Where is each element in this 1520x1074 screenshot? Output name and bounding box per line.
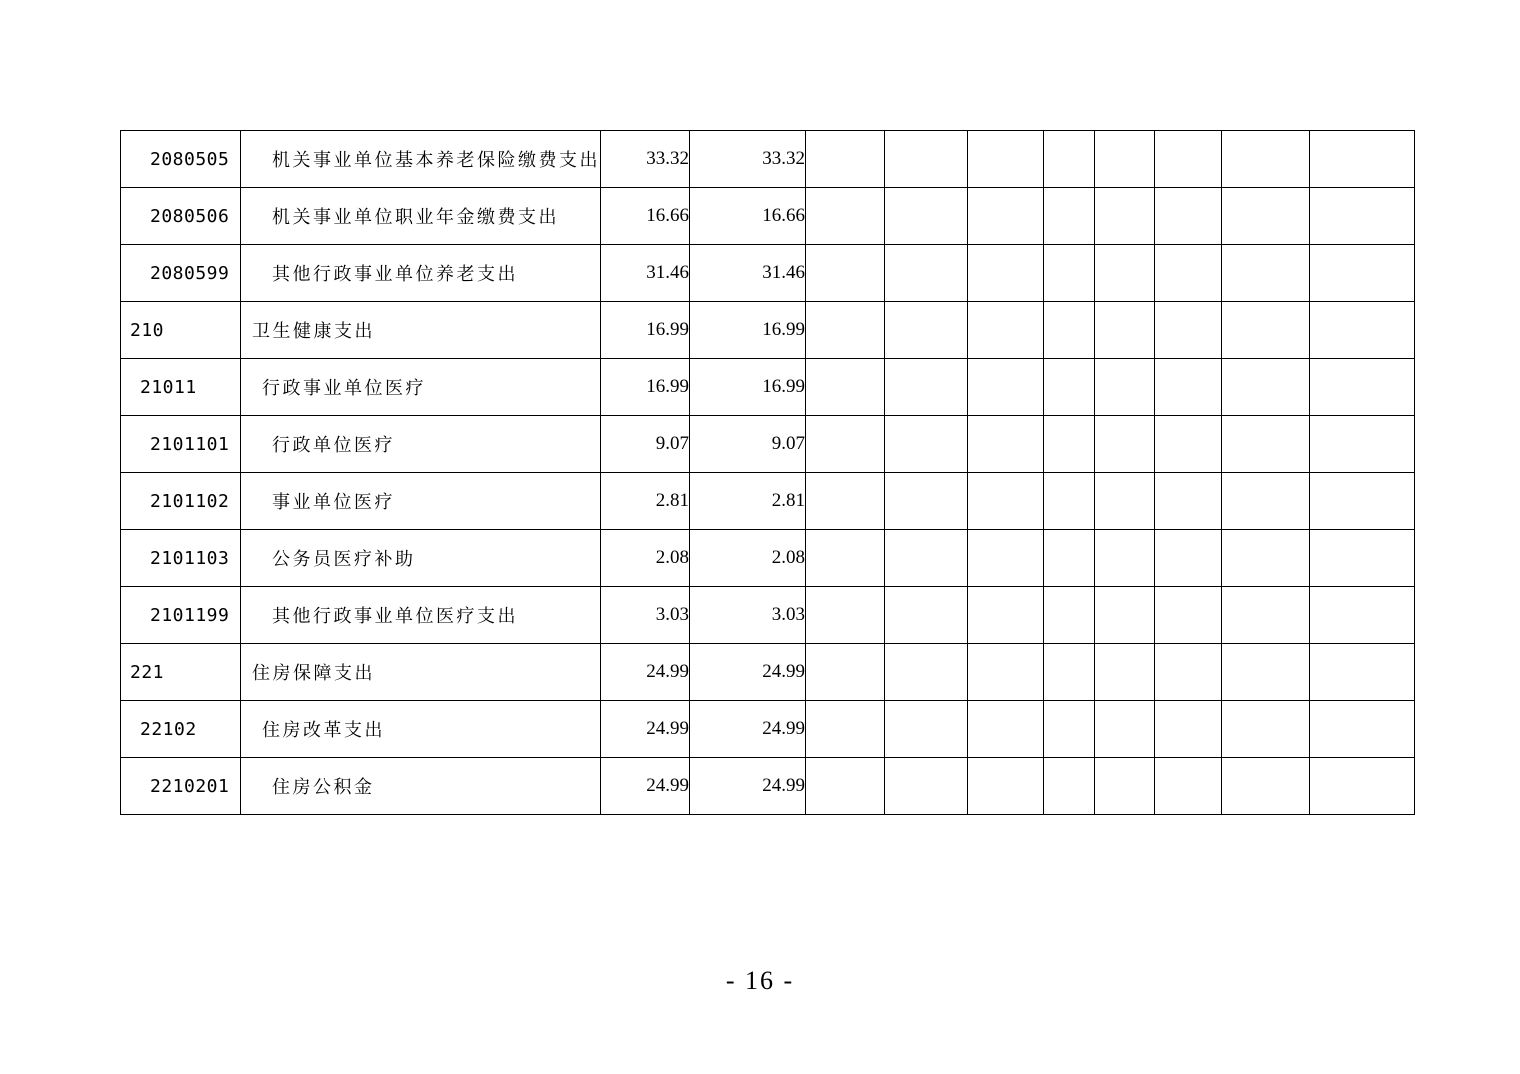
basic-expenditure-cell: 2.81 [690,473,806,530]
empty-cell [968,131,1044,188]
empty-cell [806,359,885,416]
empty-cell [1310,416,1415,473]
empty-cell [1095,245,1155,302]
basic-expenditure-cell: 2.08 [690,530,806,587]
empty-cell [806,644,885,701]
basic-expenditure-cell: 16.99 [690,359,806,416]
basic-expenditure-cell: 16.99 [690,302,806,359]
subject-code-cell: 2101199 [121,587,241,644]
empty-cell [885,188,968,245]
table-row [121,131,1415,188]
subject-code-cell: 221 [121,644,241,701]
empty-cell [1222,131,1310,188]
empty-cell [1095,473,1155,530]
total-amount-cell: 24.99 [601,758,690,815]
empty-cell [1310,701,1415,758]
empty-cell [968,644,1044,701]
subject-code-cell: 2080505 [121,131,241,188]
empty-cell [1095,416,1155,473]
subject-code-cell: 2101102 [121,473,241,530]
empty-cell [1222,473,1310,530]
table-row [121,359,1415,416]
table-row [121,758,1415,815]
subject-code-cell: 2210201 [121,758,241,815]
empty-cell [885,530,968,587]
subject-code-cell: 2101101 [121,416,241,473]
subject-name-cell: 其他行政事业单位养老支出 [241,245,601,302]
subject-name-cell: 住房改革支出 [241,701,601,758]
empty-cell [1095,644,1155,701]
table-row [121,302,1415,359]
budget-table [120,130,1415,815]
empty-cell [885,416,968,473]
empty-cell [806,188,885,245]
total-amount-cell: 16.66 [601,188,690,245]
empty-cell [1222,188,1310,245]
table-body [121,131,1415,815]
empty-cell [968,758,1044,815]
empty-cell [1310,644,1415,701]
empty-cell [1095,302,1155,359]
basic-expenditure-cell: 24.99 [690,644,806,701]
empty-cell [1044,416,1095,473]
total-amount-cell: 16.99 [601,359,690,416]
empty-cell [968,587,1044,644]
basic-expenditure-cell: 3.03 [690,587,806,644]
subject-code-cell: 2080599 [121,245,241,302]
empty-cell [1155,530,1222,587]
empty-cell [1044,245,1095,302]
subject-code-cell: 2101103 [121,530,241,587]
empty-cell [1044,302,1095,359]
empty-cell [1155,416,1222,473]
empty-cell [1310,245,1415,302]
subject-code-cell: 21011 [121,359,241,416]
empty-cell [1044,587,1095,644]
table-row [121,473,1415,530]
empty-cell [1095,701,1155,758]
empty-cell [1222,758,1310,815]
total-amount-cell: 24.99 [601,644,690,701]
total-amount-cell: 16.99 [601,302,690,359]
empty-cell [1095,587,1155,644]
subject-name-cell: 机关事业单位职业年金缴费支出 [241,188,601,245]
subject-code-cell: 210 [121,302,241,359]
empty-cell [806,530,885,587]
empty-cell [806,701,885,758]
empty-cell [885,473,968,530]
total-amount-cell: 24.99 [601,701,690,758]
basic-expenditure-cell: 9.07 [690,416,806,473]
empty-cell [885,302,968,359]
subject-name-cell: 卫生健康支出 [241,302,601,359]
empty-cell [1222,416,1310,473]
empty-cell [806,245,885,302]
empty-cell [1044,758,1095,815]
empty-cell [1310,587,1415,644]
subject-name-cell: 事业单位医疗 [241,473,601,530]
empty-cell [1044,131,1095,188]
total-amount-cell: 2.08 [601,530,690,587]
empty-cell [1095,758,1155,815]
total-amount-cell: 9.07 [601,416,690,473]
empty-cell [1310,758,1415,815]
basic-expenditure-cell: 24.99 [690,701,806,758]
empty-cell [1310,131,1415,188]
empty-cell [1095,359,1155,416]
empty-cell [1222,644,1310,701]
empty-cell [885,245,968,302]
basic-expenditure-cell: 16.66 [690,188,806,245]
table-row [121,701,1415,758]
basic-expenditure-cell: 33.32 [690,131,806,188]
empty-cell [1222,302,1310,359]
empty-cell [806,302,885,359]
table-row [121,587,1415,644]
empty-cell [968,701,1044,758]
empty-cell [1044,473,1095,530]
empty-cell [806,131,885,188]
empty-cell [968,416,1044,473]
empty-cell [1155,701,1222,758]
empty-cell [806,473,885,530]
empty-cell [1095,131,1155,188]
page-number: - 16 - [725,966,795,995]
empty-cell [1155,302,1222,359]
subject-name-cell: 住房保障支出 [241,644,601,701]
subject-code-cell: 2080506 [121,188,241,245]
subject-name-cell: 其他行政事业单位医疗支出 [241,587,601,644]
table-row [121,245,1415,302]
empty-cell [1155,644,1222,701]
empty-cell [968,530,1044,587]
empty-cell [968,359,1044,416]
table-row [121,416,1415,473]
subject-name-cell: 行政事业单位医疗 [241,359,601,416]
empty-cell [885,701,968,758]
basic-expenditure-cell: 31.46 [690,245,806,302]
table-row [121,188,1415,245]
empty-cell [1044,644,1095,701]
empty-cell [885,131,968,188]
total-amount-cell: 2.81 [601,473,690,530]
empty-cell [1310,188,1415,245]
empty-cell [1044,359,1095,416]
empty-cell [806,758,885,815]
subject-name-cell: 住房公积金 [241,758,601,815]
empty-cell [968,302,1044,359]
total-amount-cell: 33.32 [601,131,690,188]
empty-cell [1155,758,1222,815]
empty-cell [968,245,1044,302]
empty-cell [1222,701,1310,758]
empty-cell [1044,530,1095,587]
empty-cell [1310,302,1415,359]
empty-cell [1095,530,1155,587]
total-amount-cell: 31.46 [601,245,690,302]
empty-cell [1222,359,1310,416]
empty-cell [1155,587,1222,644]
subject-name-cell: 行政单位医疗 [241,416,601,473]
empty-cell [1044,188,1095,245]
subject-name-cell: 机关事业单位基本养老保险缴费支出 [241,131,601,188]
empty-cell [1222,245,1310,302]
table-row [121,530,1415,587]
empty-cell [1155,473,1222,530]
total-amount-cell: 3.03 [601,587,690,644]
empty-cell [1155,359,1222,416]
table-row [121,644,1415,701]
empty-cell [1310,530,1415,587]
empty-cell [1155,188,1222,245]
empty-cell [1310,359,1415,416]
empty-cell [885,359,968,416]
empty-cell [806,587,885,644]
subject-name-cell: 公务员医疗补助 [241,530,601,587]
empty-cell [885,644,968,701]
empty-cell [1155,131,1222,188]
empty-cell [885,758,968,815]
empty-cell [1155,245,1222,302]
empty-cell [968,188,1044,245]
empty-cell [1222,530,1310,587]
empty-cell [968,473,1044,530]
subject-code-cell: 22102 [121,701,241,758]
empty-cell [1310,473,1415,530]
empty-cell [1044,701,1095,758]
empty-cell [1222,587,1310,644]
basic-expenditure-cell: 24.99 [690,758,806,815]
empty-cell [1095,188,1155,245]
empty-cell [885,587,968,644]
empty-cell [806,416,885,473]
